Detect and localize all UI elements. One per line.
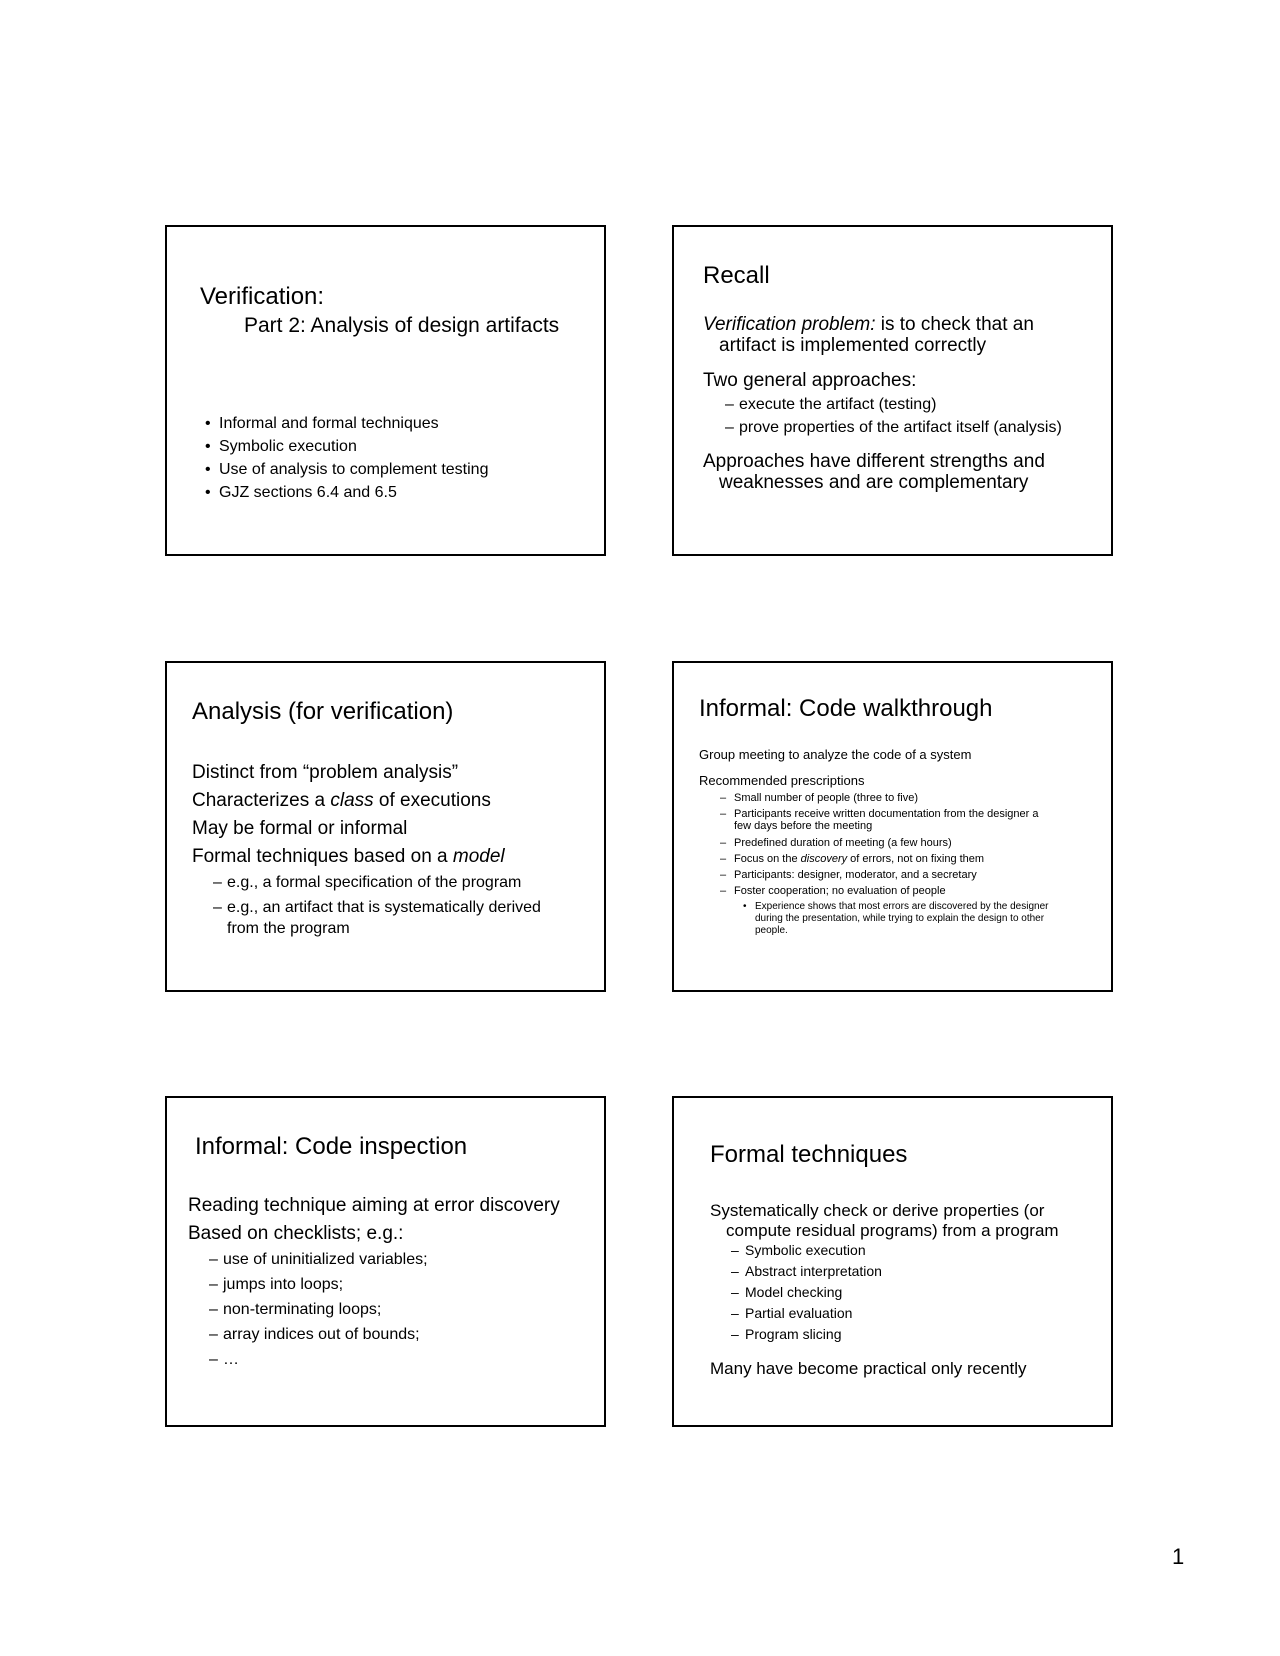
- technique-item: – Partial evaluation: [731, 1305, 853, 1321]
- bullet-item: • Symbolic execution: [205, 438, 357, 455]
- checklist-item: – jumps into loops;: [209, 1276, 344, 1293]
- experience-note: • Experience shows that most errors are discovered by the designer: [743, 901, 1049, 912]
- bullet-item: • GJZ sections 6.4 and 6.5: [205, 484, 397, 501]
- page-number: 1: [1172, 1544, 1185, 1569]
- slide-formal-techniques: [672, 1096, 1113, 1427]
- experience-note-cont: during the presentation, while trying to explain the design to other: [755, 913, 1045, 924]
- closing-text: Approaches have different strengths and: [703, 451, 1045, 472]
- slide-analysis: [165, 661, 606, 992]
- slide-title: Analysis (for verification): [192, 698, 454, 725]
- intro-text: Systematically check or derive properties (or: [710, 1201, 1045, 1220]
- point-item: May be formal or informal: [192, 818, 408, 839]
- checklist-item: – …: [209, 1351, 239, 1368]
- slide-title: Informal: Code inspection: [195, 1133, 468, 1160]
- technique-item: – Model checking: [731, 1284, 843, 1300]
- slide-title: Recall: [703, 262, 770, 289]
- point-item: Reading technique aiming at error discovery: [188, 1195, 560, 1216]
- point-item: Formal techniques based on a model: [192, 846, 505, 867]
- slide-code-inspection: [165, 1096, 606, 1427]
- bullet-item: • Informal and formal techniques: [205, 415, 439, 432]
- prescription-item: – Participants: designer, moderator, and a secretary: [720, 869, 977, 881]
- closing-text-cont: weaknesses and are complementary: [719, 472, 1029, 493]
- slide-title: Formal techniques: [710, 1141, 908, 1168]
- example-item: – e.g., an artifact that is systematically derived: [213, 899, 541, 916]
- prescription-item: – Foster cooperation; no evaluation of people: [720, 885, 946, 897]
- point-item: Characterizes a class of executions: [192, 790, 491, 811]
- slide-subtitle: Part 2: Analysis of design artifacts: [244, 314, 560, 337]
- prescription-item: – Small number of people (three to five): [720, 792, 919, 804]
- prescription-item-cont: few days before the meeting: [734, 820, 873, 832]
- approach-item: – prove properties of the artifact itself (analysis): [725, 419, 1062, 436]
- prescription-item: – Focus on the discovery of errors, not on fixing them: [720, 853, 985, 865]
- technique-item: – Symbolic execution: [731, 1242, 866, 1258]
- technique-item: – Abstract interpretation: [731, 1263, 882, 1279]
- slide-title: Informal: Code walkthrough: [699, 695, 993, 722]
- prescription-item: – Participants receive written documentation from the designer a: [720, 808, 1039, 820]
- bullet-item: • Use of analysis to complement testing: [205, 461, 489, 478]
- approach-item: – execute the artifact (testing): [725, 396, 937, 413]
- slide-verification-title: [165, 225, 606, 556]
- closing-text: Many have become practical only recently: [710, 1359, 1027, 1378]
- point-item: Distinct from “problem analysis”: [192, 762, 459, 783]
- intro-text: Group meeting to analyze the code of a system: [699, 747, 972, 762]
- prescription-item: – Predefined duration of meeting (a few hours): [720, 837, 952, 849]
- experience-note-cont: people.: [755, 925, 788, 936]
- recommended-heading: Recommended prescriptions: [699, 773, 865, 788]
- intro-text-cont: compute residual programs) from a program: [726, 1221, 1059, 1240]
- technique-item: – Program slicing: [731, 1326, 842, 1342]
- point-item: Based on checklists; e.g.:: [188, 1223, 404, 1244]
- checklist-item: – use of uninitialized variables;: [209, 1251, 428, 1268]
- checklist-item: – non-terminating loops;: [209, 1301, 382, 1318]
- checklist-item: – array indices out of bounds;: [209, 1326, 420, 1343]
- problem-statement-cont: artifact is implemented correctly: [719, 335, 987, 356]
- slide-title: Verification:: [200, 283, 325, 310]
- problem-statement: Verification problem: is to check that an: [703, 314, 1034, 335]
- example-item: – e.g., a formal specification of the program: [213, 874, 522, 891]
- approaches-heading: Two general approaches:: [703, 370, 917, 391]
- slide-code-walkthrough: [672, 661, 1113, 992]
- example-item-cont: from the program: [227, 920, 350, 937]
- slide-recall: [672, 225, 1113, 556]
